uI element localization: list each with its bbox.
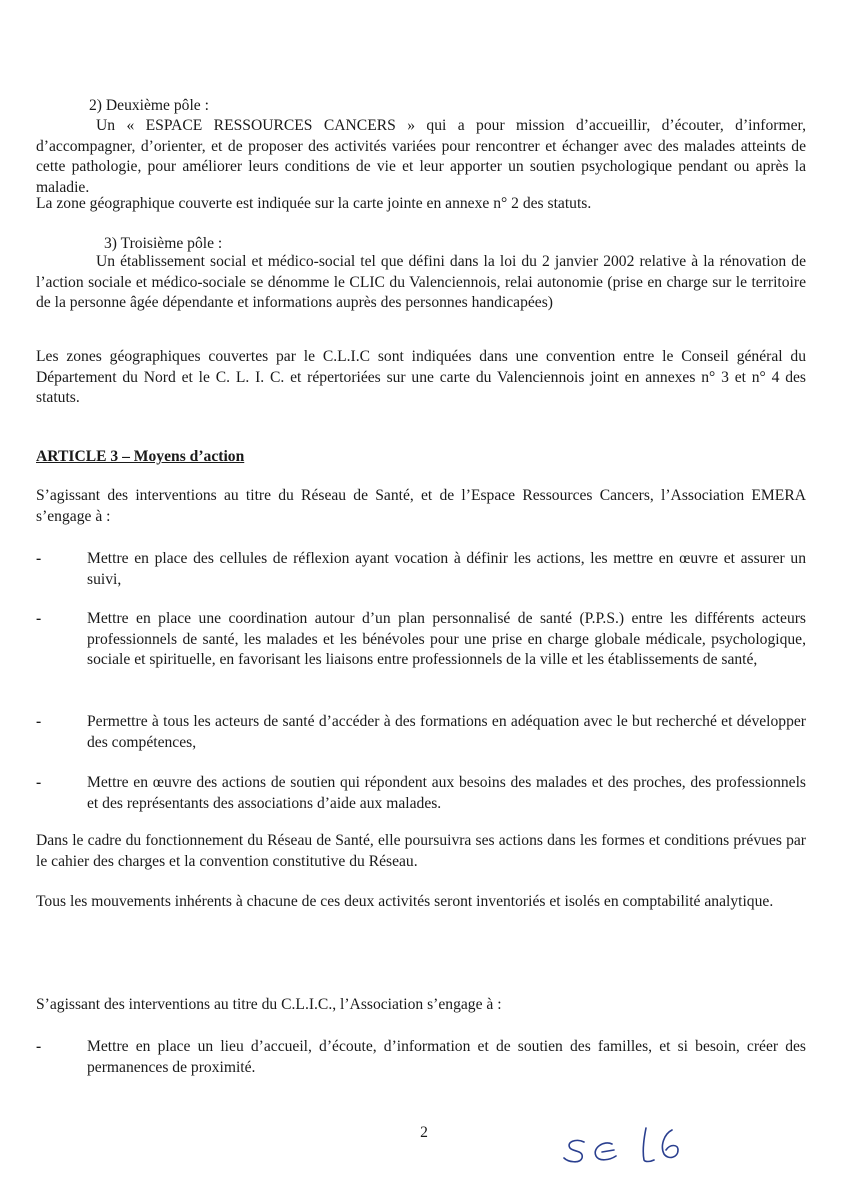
reseau-paragraph: Dans le cadre du fonctionnement du Réseau de Santé, elle poursuivra ses actions dans les formes et conditions prévues par le cahier des charges et la convention constitutive du Réseau.	[36, 832, 806, 870]
list-item	[36, 712, 806, 753]
clic-intro: S’agissant des interventions au titre du C.L.I.C., l’Association s’engage à :	[36, 996, 502, 1013]
mouvements-paragraph: Tous les mouvements inhérents à chacune de ces deux activités seront inventoriés et isolés en comptabilité analytique.	[36, 893, 774, 910]
bullet-text: Mettre en place des cellules de réflexion ayant vocation à définir les actions, les mettre en œuvre et assurer un suivi,	[87, 550, 806, 588]
pole2-zone: La zone géographique couverte est indiquée sur la carte jointe en annexe n° 2 des statuts.	[36, 195, 592, 212]
bullet-marker: -	[36, 1038, 42, 1055]
bullet-text: Mettre en œuvre des actions de soutien qui répondent aux besoins des malades et des proches, des professionnels et des représentants des associations d’aide aux malades.	[87, 774, 806, 812]
bullet-marker: -	[36, 713, 42, 730]
pole3-text: Un établissement social et médico-social tel que défini dans la loi du 2 janvier 2002 relative à la rénovation de l’action sociale et médico-sociale se dénomme le CLIC du Valenciennois, relai autonomie (prise en charge sur le territoire de la personne âgée dépendante et informations auprès des personnes handicapées)	[36, 253, 806, 311]
bullet-text: Mettre en place un lieu d’accueil, d’écoute, d’information et de soutien des familles, et si besoin, créer des permanences de proximité.	[87, 1038, 806, 1076]
bullet-text: Mettre en place une coordination autour d’un plan personnalisé de santé (P.P.S.) entre les différents acteurs professionnels de santé, les malades et les bénévoles pour une prise en charge globale médicale, psychologique, sociale et spirituelle, en favorisant les liaisons entre professionnels de la ville et les établissements de santé,	[87, 610, 806, 668]
list-item	[36, 1037, 806, 1078]
bullet-text: Permettre à tous les acteurs de santé d’accéder à des formations en adéquation avec le but recherché et développer des compétences,	[87, 713, 806, 751]
page-number: 2	[420, 1124, 428, 1141]
handwritten-initials-signature	[560, 1120, 700, 1170]
list-item	[36, 773, 806, 814]
list-item	[36, 609, 806, 671]
bullet-marker: -	[36, 774, 42, 791]
bullet-marker: -	[36, 550, 42, 567]
pole2-text: Un « ESPACE RESSOURCES CANCERS » qui a pour mission d’accueillir, d’écouter, d’informer, d’accompagner, d’orienter, et de proposer des activités variées pour rencontrer et échanger avec des malades atteints de cette pathologie, pour améliorer leurs conditions de vie et leur apporter un soutien psychologique pendant ou après la maladie.	[36, 117, 806, 196]
zones-clic-paragraph: Les zones géographiques couvertes par le C.L.I.C sont indiquées dans une convention entre le Conseil général du Département du Nord et le C. L. I. C. et répertoriées sur une carte du Valenciennois joint en annexes n° 3 et n° 4 des statuts.	[36, 348, 806, 406]
bullet-marker: -	[36, 610, 42, 627]
pole2-heading: 2) Deuxième pôle :	[89, 97, 209, 114]
pole3-heading: 3) Troisième pôle :	[104, 235, 223, 252]
list-item	[36, 549, 806, 590]
article-3-title: ARTICLE 3 – Moyens d’action	[36, 448, 245, 465]
article-3-intro: S’agissant des interventions au titre du Réseau de Santé, et de l’Espace Ressources Cancers, l’Association EMERA s’engage à :	[36, 487, 806, 525]
